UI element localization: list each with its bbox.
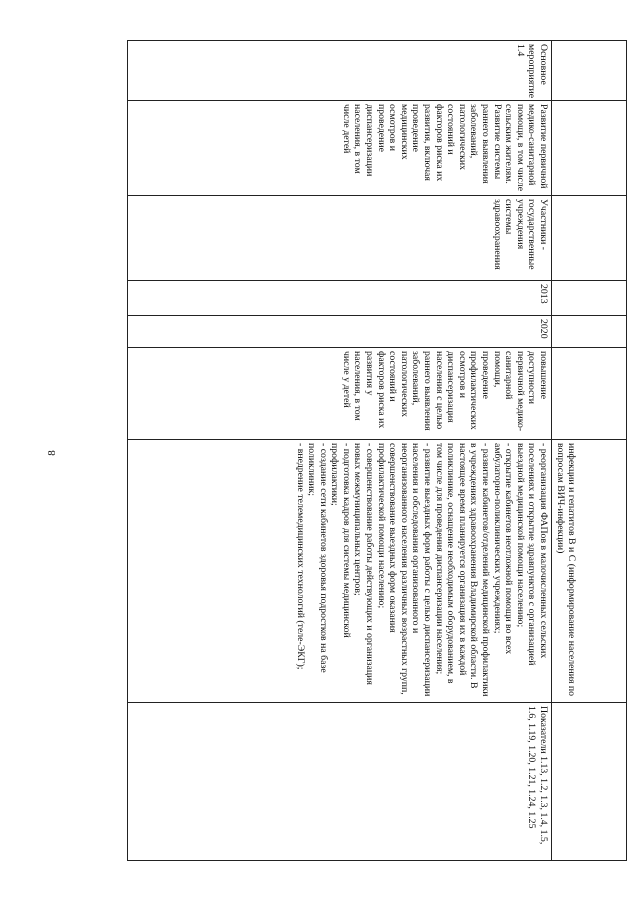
cell-empty: [552, 41, 627, 101]
cell-executor: Участники - государственные учреждения системы здравоохранения: [128, 196, 552, 281]
cell-expected-result: повышение доступности первичной медико-санитарной помощи, проведение профилактических осмотров и диспансеризация населения с целью раннего выявления заболеваний, патологических состояний и факторов риска их развития у населения, в том числе у детей: [128, 348, 552, 440]
table-row-measure: [128, 41, 552, 861]
direction-item: - внедрение телемедицинских технологий (теле-ЭКГ);: [294, 443, 306, 670]
direction-item: - совершенствование работы действующих и организация новых межмуниципальных центров;: [352, 443, 376, 685]
direction-item: - открытие кабинетов неотложной помощи во всех амбулаторно-поликлинических учреждениях;: [491, 443, 515, 655]
table-row-continuation: [552, 41, 627, 861]
cell-empty: [552, 703, 627, 861]
program-table: [127, 40, 627, 861]
cell-empty: [552, 316, 627, 348]
rotated-table-container: [127, 40, 627, 860]
direction-item: - создание сети кабинетов здоровья подростков на базе поликлиник;: [306, 443, 329, 673]
direction-item: - подготовка кадров для системы медицинской профилактики;: [329, 443, 352, 638]
direction-item: - развитие кабинетов/отделений медицинской профилактики в учреждениях здравоохранения Владимирской области. В настоящее время планируется организация их в каждой поликлинике, оснащение необходимым оборудованием, в том числе для проведения диспансеризации населения;: [433, 443, 492, 697]
cell-measure-name: Развитие первичной медико-санитарной помощи, в том числе сельским жителям. Развитие системы раннего выявления заболеваний, патологических состояний и факторов риска их развития, включая проведение медицинских осмотров и проведение диспансеризации населения, в том числе детей: [128, 101, 552, 196]
page-number: 8: [46, 450, 58, 456]
cell-end-year: 2020: [128, 316, 552, 348]
cell-start-year: 2013: [128, 281, 552, 316]
cell-measure-number: Основное мероприятие 1.4: [128, 41, 552, 101]
cell-indicators: Показатели 1.13, 1.2, 1.3, 1.4, 1.5, 1.6, 1.19, 1.20, 1.21, 1.24, 1.25: [128, 703, 552, 861]
cell-empty: [552, 101, 627, 196]
cell-empty: [552, 196, 627, 281]
cell-empty: [552, 348, 627, 440]
cell-empty: [552, 281, 627, 316]
direction-item: - реорганизация ФАПов в малочисленных сельских поселениях и открытие здравпунктов с организацией выездной медицинской помощи населению;: [514, 443, 549, 666]
cell-continuation-text: инфекции и гепатитов В и С (информирование населения по вопросам ВИЧ-инфекции): [552, 440, 627, 703]
cell-directions: [128, 440, 552, 703]
direction-item: - развитие выездных форм работы с целью диспансеризации населения и обследования организованного и неорганизованного населения различных возрастных групп, совершенствование выездных форм оказания профилактической помощи населению;: [375, 443, 434, 697]
